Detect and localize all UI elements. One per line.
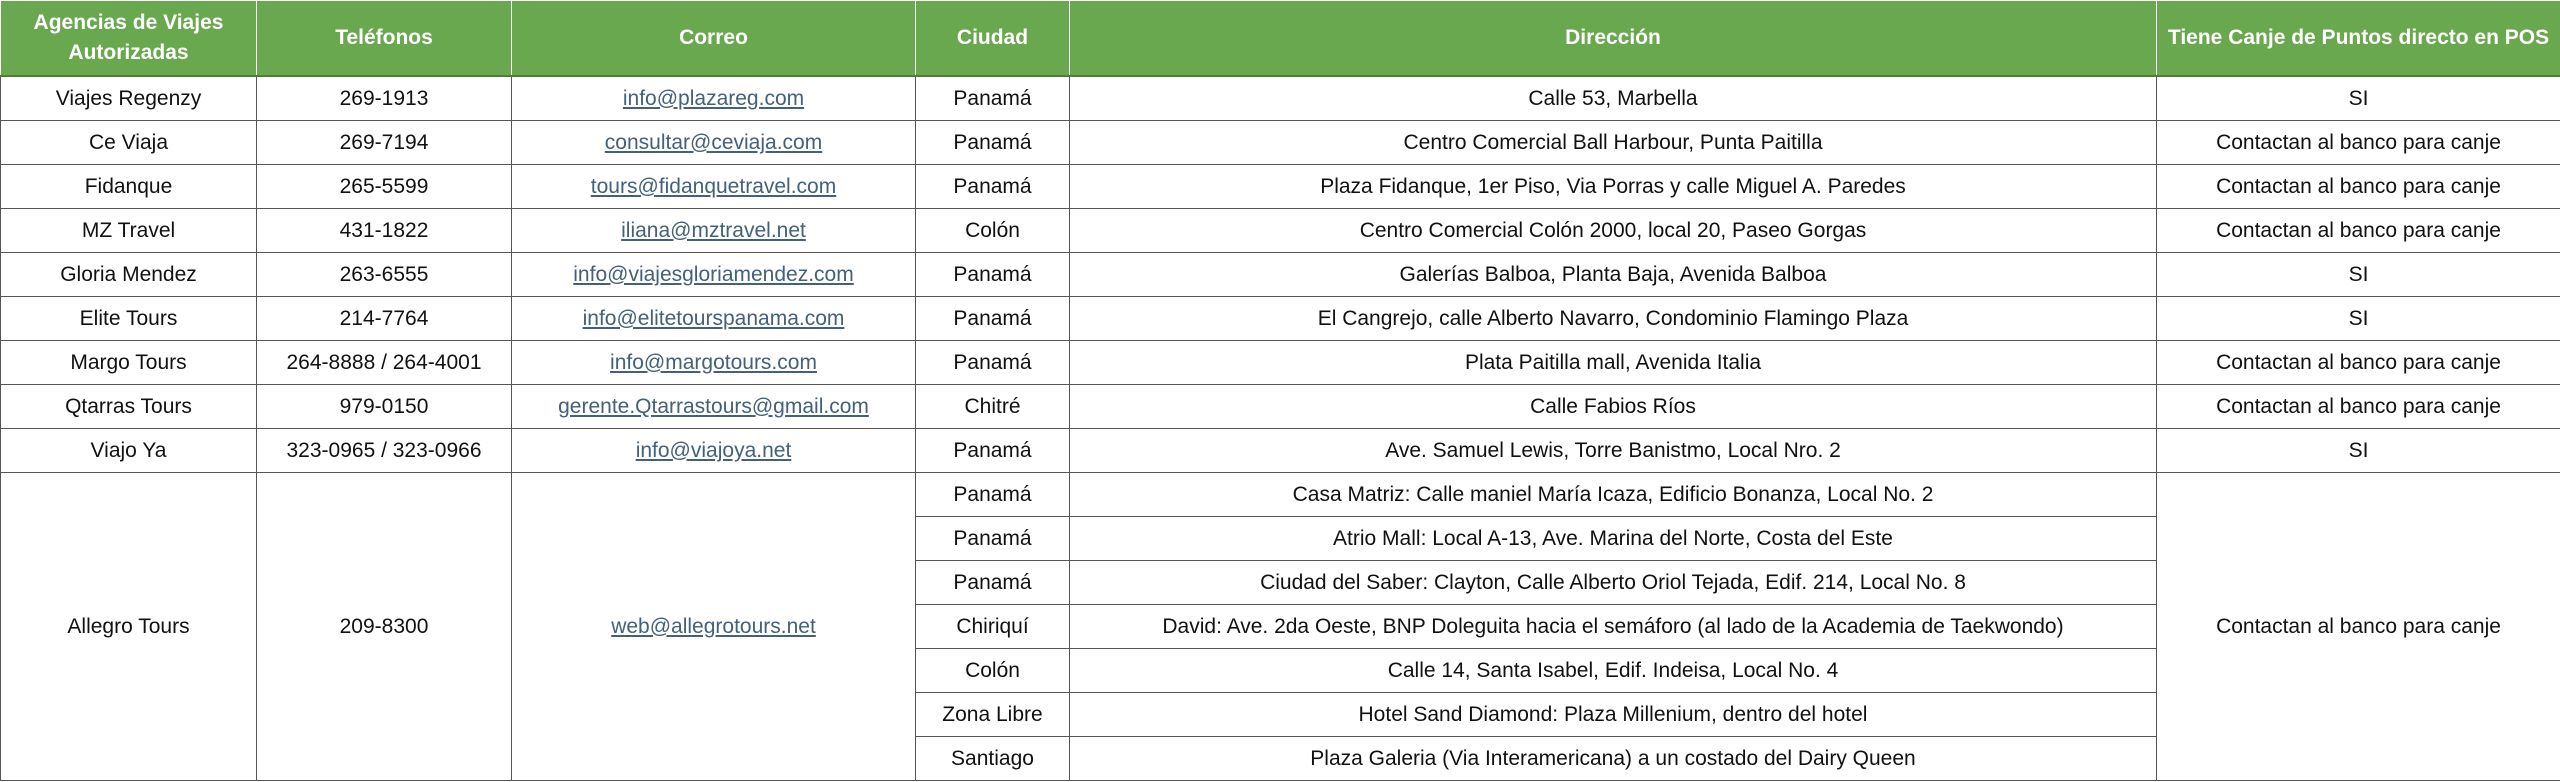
table-row	[1, 253, 2560, 297]
canje-cell: Contactan al banco para canje	[2157, 385, 2560, 429]
agency-cell: Viajo Ya	[1, 429, 257, 473]
agency-cell: Qtarras Tours	[1, 385, 257, 429]
address-cell: Centro Comercial Colón 2000, local 20, Paseo Gorgas	[1070, 209, 2157, 253]
email-cell	[512, 121, 916, 165]
table-row	[1, 473, 2560, 517]
phone-cell: 214-7764	[257, 297, 512, 341]
table-row	[1, 165, 2560, 209]
agency-cell: Margo Tours	[1, 341, 257, 385]
address-cell: Ciudad del Saber: Clayton, Calle Alberto Oriol Tejada, Edif. 214, Local No. 8	[1070, 561, 2157, 605]
email-link[interactable]: info@margotours.com	[610, 350, 817, 374]
city-cell: Colón	[916, 649, 1070, 693]
agency-cell: Ce Viaja	[1, 121, 257, 165]
email-link[interactable]: info@viajesgloriamendez.com	[573, 262, 854, 286]
city-cell: Panamá	[916, 473, 1070, 517]
email-link[interactable]: info@elitetourspanama.com	[582, 306, 845, 330]
header-address: Dirección	[1070, 1, 2157, 77]
city-cell: Panamá	[916, 341, 1070, 385]
table-row	[1, 121, 2560, 165]
phone-cell: 263-6555	[257, 253, 512, 297]
city-cell: Panamá	[916, 121, 1070, 165]
canje-cell: SI	[2157, 429, 2560, 473]
city-cell: Chitré	[916, 385, 1070, 429]
email-link[interactable]: iliana@mztravel.net	[621, 218, 806, 242]
email-link[interactable]: tours@fidanquetravel.com	[590, 174, 837, 198]
table-row	[1, 76, 2560, 121]
email-cell	[512, 473, 916, 781]
address-cell: El Cangrejo, calle Alberto Navarro, Condominio Flamingo Plaza	[1070, 297, 2157, 341]
address-cell: Plata Paitilla mall, Avenida Italia	[1070, 341, 2157, 385]
table-row	[1, 385, 2560, 429]
address-cell: David: Ave. 2da Oeste, BNP Doleguita hacia el semáforo (al lado de la Academia de Taekwondo)	[1070, 605, 2157, 649]
table-row	[1, 297, 2560, 341]
table-row	[1, 341, 2560, 385]
agency-cell: Viajes Regenzy	[1, 76, 257, 121]
phone-cell: 265-5599	[257, 165, 512, 209]
phone-cell: 979-0150	[257, 385, 512, 429]
canje-cell: Contactan al banco para canje	[2157, 209, 2560, 253]
email-cell	[512, 429, 916, 473]
header-row	[1, 1, 2560, 77]
city-cell: Panamá	[916, 76, 1070, 121]
phone-cell: 323-0965 / 323-0966	[257, 429, 512, 473]
agency-cell: Fidanque	[1, 165, 257, 209]
canje-cell: SI	[2157, 253, 2560, 297]
city-cell: Panamá	[916, 297, 1070, 341]
agency-cell: Allegro Tours	[1, 473, 257, 781]
email-cell	[512, 209, 916, 253]
address-cell: Atrio Mall: Local A-13, Ave. Marina del Norte, Costa del Este	[1070, 517, 2157, 561]
agency-cell: Gloria Mendez	[1, 253, 257, 297]
city-cell: Panamá	[916, 517, 1070, 561]
canje-cell: SI	[2157, 76, 2560, 121]
phone-cell: 269-1913	[257, 76, 512, 121]
header-agency: Agencias de Viajes Autorizadas	[1, 1, 257, 77]
header-canje: Tiene Canje de Puntos directo en POS	[2157, 1, 2560, 77]
address-cell: Casa Matriz: Calle maniel María Icaza, Edificio Bonanza, Local No. 2	[1070, 473, 2157, 517]
city-cell: Zona Libre	[916, 693, 1070, 737]
phone-cell: 269-7194	[257, 121, 512, 165]
address-cell: Plaza Galeria (Via Interamericana) a un costado del Dairy Queen	[1070, 737, 2157, 781]
phone-cell: 431-1822	[257, 209, 512, 253]
email-link[interactable]: info@plazareg.com	[622, 86, 805, 110]
table-body	[1, 76, 2560, 781]
address-cell: Calle Fabios Ríos	[1070, 385, 2157, 429]
city-cell: Colón	[916, 209, 1070, 253]
canje-cell: Contactan al banco para canje	[2157, 165, 2560, 209]
table-row	[1, 429, 2560, 473]
address-cell: Galerías Balboa, Planta Baja, Avenida Balboa	[1070, 253, 2157, 297]
email-link[interactable]: gerente.Qtarrastours@gmail.com	[558, 394, 869, 418]
address-cell: Calle 14, Santa Isabel, Edif. Indeisa, Local No. 4	[1070, 649, 2157, 693]
header-phone: Teléfonos	[257, 1, 512, 77]
city-cell: Panamá	[916, 429, 1070, 473]
header-city: Ciudad	[916, 1, 1070, 77]
email-link[interactable]: consultar@ceviaja.com	[604, 130, 823, 154]
email-cell	[512, 165, 916, 209]
address-cell: Centro Comercial Ball Harbour, Punta Paitilla	[1070, 121, 2157, 165]
address-cell: Plaza Fidanque, 1er Piso, Via Porras y calle Miguel A. Paredes	[1070, 165, 2157, 209]
city-cell: Chiriquí	[916, 605, 1070, 649]
address-cell: Calle 53, Marbella	[1070, 76, 2157, 121]
city-cell: Panamá	[916, 253, 1070, 297]
email-cell	[512, 76, 916, 121]
canje-cell: Contactan al banco para canje	[2157, 121, 2560, 165]
phone-cell: 209-8300	[257, 473, 512, 781]
email-link[interactable]: web@allegrotours.net	[611, 614, 816, 638]
table-row	[1, 209, 2560, 253]
city-cell: Panamá	[916, 561, 1070, 605]
address-cell: Ave. Samuel Lewis, Torre Banistmo, Local Nro. 2	[1070, 429, 2157, 473]
email-cell	[512, 341, 916, 385]
email-cell	[512, 385, 916, 429]
phone-cell: 264-8888 / 264-4001	[257, 341, 512, 385]
canje-cell: Contactan al banco para canje	[2157, 473, 2560, 781]
canje-cell: SI	[2157, 297, 2560, 341]
email-cell	[512, 297, 916, 341]
city-cell: Santiago	[916, 737, 1070, 781]
header-email: Correo	[512, 1, 916, 77]
address-cell: Hotel Sand Diamond: Plaza Millenium, dentro del hotel	[1070, 693, 2157, 737]
email-cell	[512, 253, 916, 297]
agency-cell: Elite Tours	[1, 297, 257, 341]
agency-cell: MZ Travel	[1, 209, 257, 253]
canje-cell: Contactan al banco para canje	[2157, 341, 2560, 385]
city-cell: Panamá	[916, 165, 1070, 209]
email-link[interactable]: info@viajoya.net	[635, 438, 792, 462]
